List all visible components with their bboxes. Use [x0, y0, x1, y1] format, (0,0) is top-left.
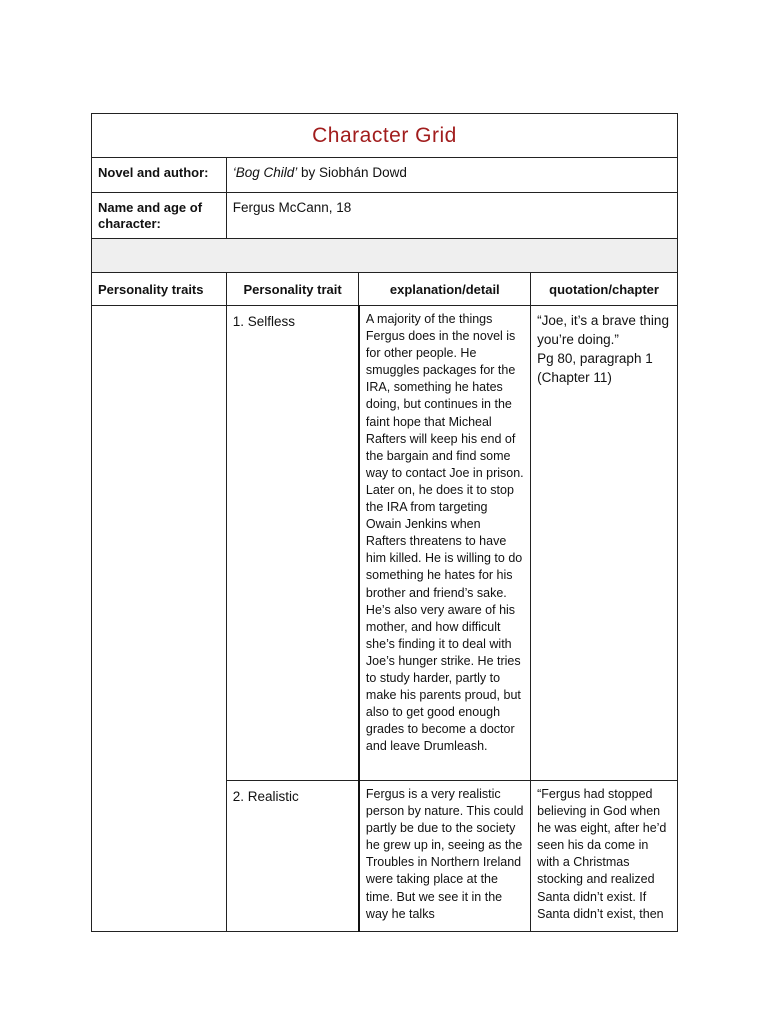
- novel-value: [226, 158, 677, 193]
- spacer-row: [92, 239, 678, 273]
- character-value: Fergus McCann, 18: [226, 193, 677, 239]
- novel-title: ‘Bog Child’: [232, 165, 298, 180]
- quotation-chapter: (Chapter 11): [537, 370, 612, 385]
- character-label: Name and age of character:: [92, 193, 227, 239]
- novel-author: by Siobhán Dowd: [297, 165, 407, 180]
- header-row: [92, 273, 678, 306]
- trait-name: 2. Realistic: [226, 781, 359, 932]
- trait-quotation: [531, 306, 678, 781]
- character-grid-table: [91, 113, 678, 932]
- trait-explanation: Fergus is a very realistic person by nature. This could partly be due to the society he grew up in, seeing as the Troubles in Northern Ireland were taking place at the time. But we see it in the way he talks: [359, 781, 531, 932]
- header-quotation: quotation/chapter: [531, 273, 678, 306]
- trait-row: [92, 306, 678, 781]
- spacer-cell: [92, 239, 678, 273]
- title-row: [92, 114, 678, 158]
- trait-name: 1. Selfless: [226, 306, 359, 781]
- quotation-text: “Joe, it’s a brave thing you’re doing.”: [537, 313, 669, 347]
- header-explanation: explanation/detail: [359, 273, 531, 306]
- header-personality-traits: Personality traits: [92, 273, 227, 306]
- character-row: [92, 193, 678, 239]
- traits-empty-cell: [92, 306, 227, 932]
- trait-quotation: “Fergus had stopped believing in God when he was eight, after he’d seen his da come in with a Christmas stocking and realized Santa didn’t exist. If Santa didn’t exist, then: [531, 781, 678, 932]
- novel-row: [92, 158, 678, 193]
- quotation-page: Pg 80, paragraph 1: [537, 351, 653, 366]
- trait-explanation: A majority of the things Fergus does in the novel is for other people. He smuggles packages for the IRA, something he hates doing, but continues in the faint hope that Micheal Rafters will keep his end of the bargain and find some way to contact Joe in prison. Later on, he does it to stop the IRA from targeting Owain Jenkins when Rafters threatens to have him killed. He is willing to do something he hates for his brother and friend’s sake. He’s also very aware of his mother, and how difficult she’s finding it to deal with Joe’s hunger strike. He tries to study harder, partly to make his parents proud, but also to get good enough grades to become a doctor and leave Drumleash.: [359, 306, 531, 781]
- header-personality-trait: Personality trait: [226, 273, 359, 306]
- novel-label: Novel and author:: [92, 158, 227, 193]
- page-title: Character Grid: [312, 124, 457, 147]
- title-cell: [92, 114, 678, 158]
